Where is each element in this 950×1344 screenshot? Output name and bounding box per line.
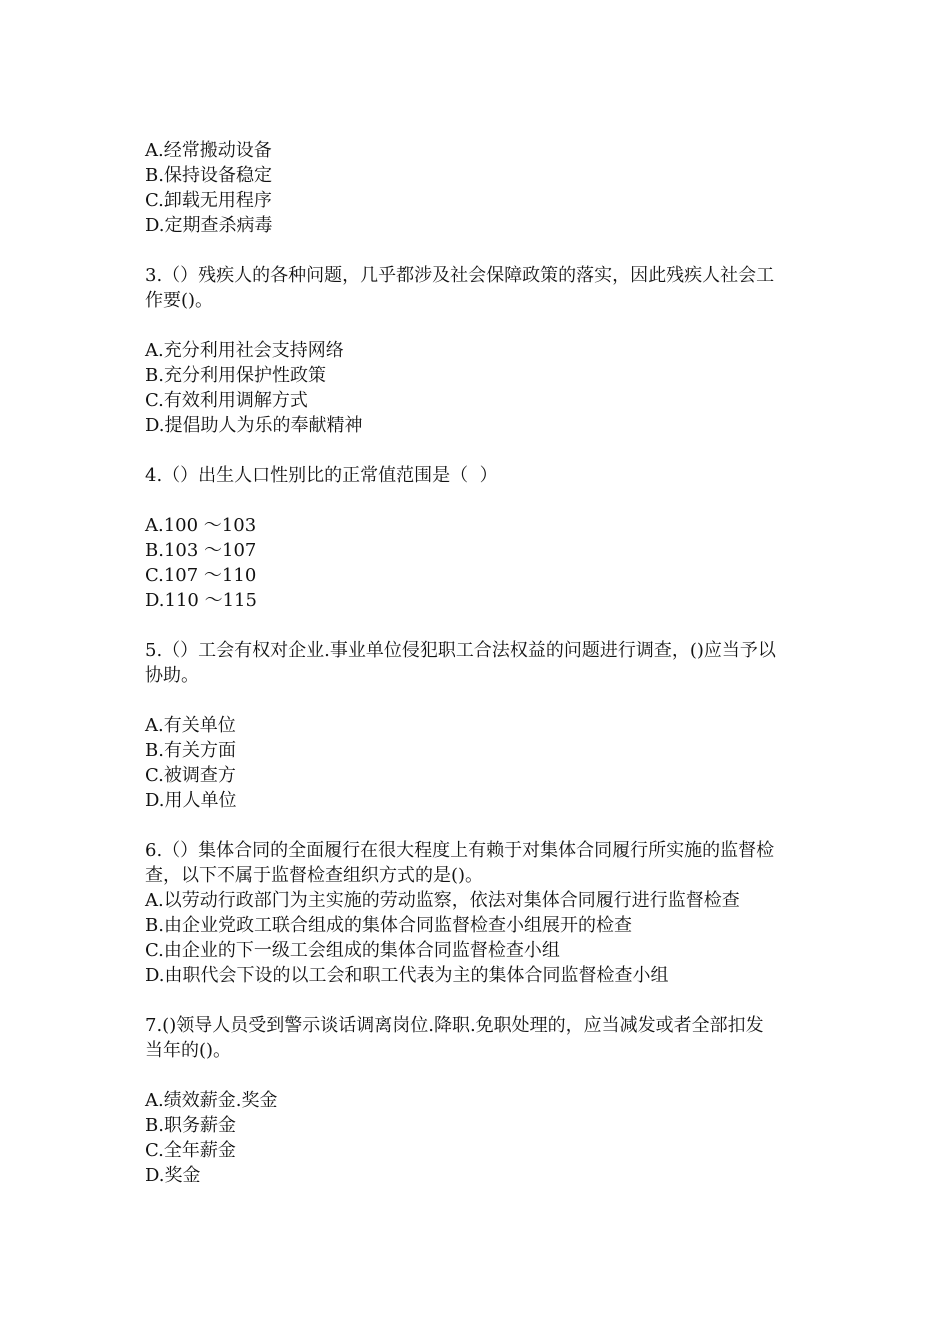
question-text-line: 5.（）工会有权对企业.事业单位侵犯职工合法权益的问题进行调查，()应当予以 (145, 640, 776, 661)
question-text-line: 4.（）出生人口性别比的正常值范围是（ ） (145, 465, 498, 486)
option-a: A.有关单位 (145, 715, 236, 736)
question-text-line: 7.()领导人员受到警示谈话调离岗位.降职.免职处理的，应当减发或者全部扣发 (145, 1015, 764, 1036)
option-c: C.被调查方 (145, 765, 236, 786)
option-a: A.充分利用社会支持网络 (145, 340, 344, 361)
option-b: B.保持设备稳定 (145, 165, 272, 186)
option-c: C.107 ～110 (145, 565, 257, 586)
question-5 (145, 638, 815, 813)
question-6 (145, 838, 815, 988)
spacer (145, 438, 815, 463)
spacer (145, 238, 815, 263)
option-d: D.提倡助人为乐的奉献精神 (145, 415, 363, 436)
spacer (145, 1063, 815, 1088)
spacer (145, 488, 815, 513)
option-d: D.定期查杀病毒 (145, 215, 273, 236)
question-4 (145, 463, 815, 613)
question-text-line: 6.（）集体合同的全面履行在很大程度上有赖于对集体合同履行所实施的监督检 (145, 840, 775, 861)
option-d: D.用人单位 (145, 790, 237, 811)
spacer (145, 688, 815, 713)
question-text-line: 作要()。 (145, 290, 214, 311)
option-c: C.卸载无用程序 (145, 190, 272, 211)
previous-question-options (145, 138, 815, 238)
option-a: A.100 ～103 (145, 515, 257, 536)
spacer (145, 613, 815, 638)
document-page (145, 138, 815, 1188)
question-3 (145, 263, 815, 438)
option-a: A.绩效薪金.奖金 (145, 1090, 278, 1111)
spacer (145, 988, 815, 1013)
option-b: B.充分利用保护性政策 (145, 365, 326, 386)
question-7 (145, 1013, 815, 1188)
option-d: D.110 ～115 (145, 590, 257, 611)
spacer (145, 313, 815, 338)
option-b: B.职务薪金 (145, 1115, 236, 1136)
option-a: A.经常搬动设备 (145, 140, 272, 161)
option-a: A.以劳动行政部门为主实施的劳动监察，依法对集体合同履行进行监督检查 (145, 890, 740, 911)
option-b: B.103 ～107 (145, 540, 257, 561)
question-text-line: 协助。 (145, 665, 199, 686)
option-c: C.由企业的下一级工会组成的集体合同监督检查小组 (145, 940, 560, 961)
question-text-line: 3.（）残疾人的各种问题，几乎都涉及社会保障政策的落实，因此残疾人社会工 (145, 265, 775, 286)
option-d: D.奖金 (145, 1165, 201, 1186)
option-b: B.由企业党政工联合组成的集体合同监督检查小组展开的检查 (145, 915, 632, 936)
option-c: C.全年薪金 (145, 1140, 236, 1161)
question-text-line: 查，以下不属于监督检查组织方式的是()。 (145, 865, 484, 886)
spacer (145, 813, 815, 838)
option-c: C.有效利用调解方式 (145, 390, 308, 411)
option-b: B.有关方面 (145, 740, 236, 761)
question-text-line: 当年的()。 (145, 1040, 232, 1061)
option-d: D.由职代会下设的以工会和职工代表为主的集体合同监督检查小组 (145, 965, 669, 986)
